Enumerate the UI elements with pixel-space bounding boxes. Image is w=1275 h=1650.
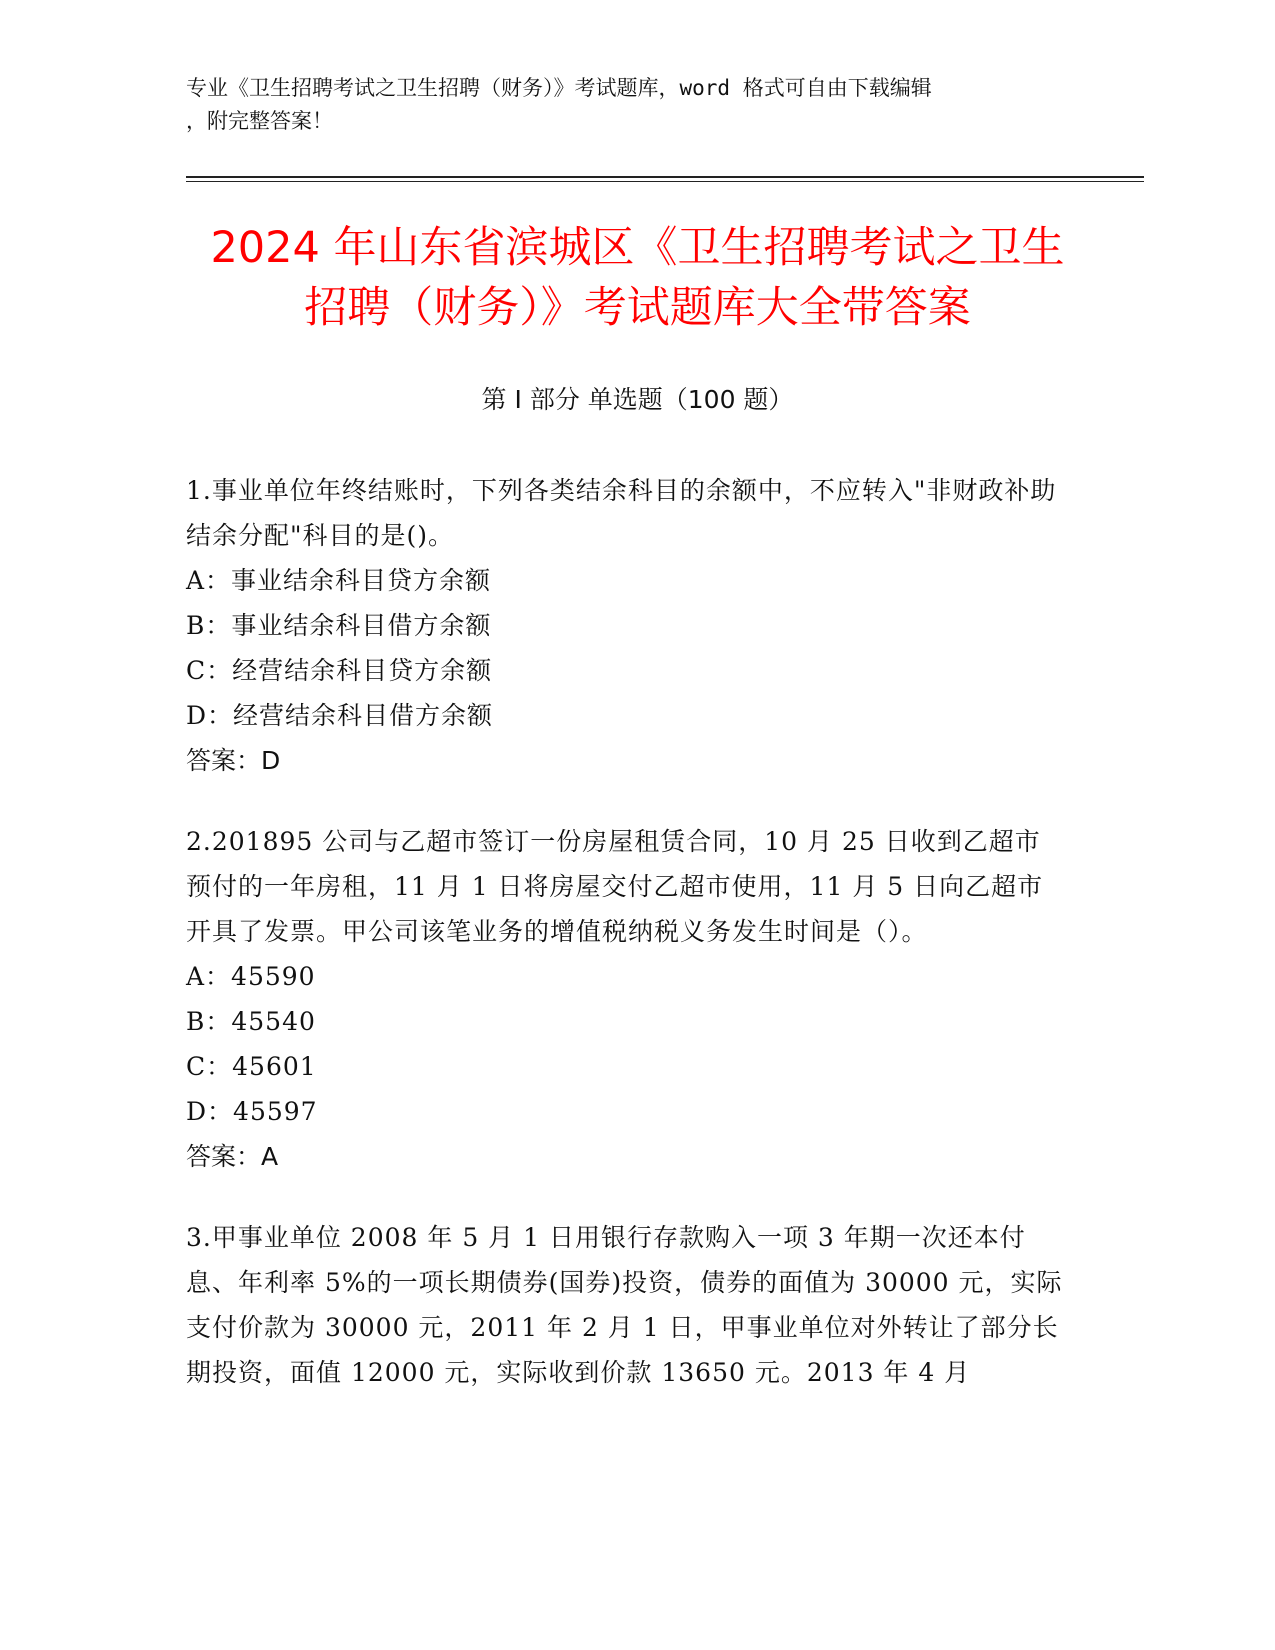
question-answer	[186, 738, 1066, 783]
question-option: A：45590	[186, 962, 316, 991]
question-option: B：事业结余科目借方余额	[186, 611, 492, 640]
question-item	[186, 819, 1066, 1179]
question-item	[186, 468, 1066, 783]
header-divider-thick	[186, 176, 1144, 178]
question-item	[186, 1215, 1066, 1395]
question-answer	[186, 1134, 1066, 1179]
header-note-line1: 专业《卫生招聘考试之卫生招聘（财务）》考试题库，word 格式可自由下载编辑	[186, 76, 932, 100]
question-list	[186, 468, 1066, 1431]
page-title-line2: 招聘（财务）》考试题库大全带答案	[304, 283, 971, 333]
page-title	[150, 218, 1125, 338]
header-note	[186, 72, 1086, 138]
question-option: B：45540	[186, 1007, 316, 1036]
page-title-line1: 2024 年山东省滨城区《卫生招聘考试之卫生	[210, 223, 1065, 273]
question-option: C：45601	[186, 1052, 317, 1081]
answer-value: D	[261, 746, 281, 775]
question-stem: 1.事业单位年终结账时，下列各类结余科目的余额中，不应转入"非财政补助结余分配"科目的是()。	[186, 476, 1057, 550]
question-stem: 2.201895 公司与乙超市签订一份房屋租赁合同，10 月 25 日收到乙超市预付的一年房租，11 月 1 日将房屋交付乙超市使用，11 月 5 日向乙超市开具了发票。甲公司该笔业务的增值税纳税义务发生时间是（）。	[186, 827, 1044, 946]
question-stem: 3.甲事业单位 2008 年 5 月 1 日用银行存款购入一项 3 年期一次还本付息、年利率 5%的一项长期债券(国券)投资，债券的面值为 30000 元，实际支付价款为 30000 元，2011 年 2 月 1 日，甲事业单位对外转让了部分长期投资，面值 12000 元，实际收到价款 13650 元。2013 年 4 月	[186, 1223, 1063, 1387]
question-option: C：经营结余科目贷方余额	[186, 656, 493, 685]
question-option: A：事业结余科目贷方余额	[186, 566, 492, 595]
answer-label: 答案：	[186, 746, 262, 775]
question-option: D：经营结余科目借方余额	[186, 701, 494, 730]
header-divider-thin	[186, 181, 1144, 182]
header-note-line2: ，附完整答案！	[186, 109, 333, 133]
answer-label: 答案：	[186, 1142, 262, 1171]
answer-value: A	[261, 1142, 279, 1171]
section-heading: 第 I 部分 单选题（100 题）	[481, 385, 794, 414]
question-option: D：45597	[186, 1097, 318, 1126]
